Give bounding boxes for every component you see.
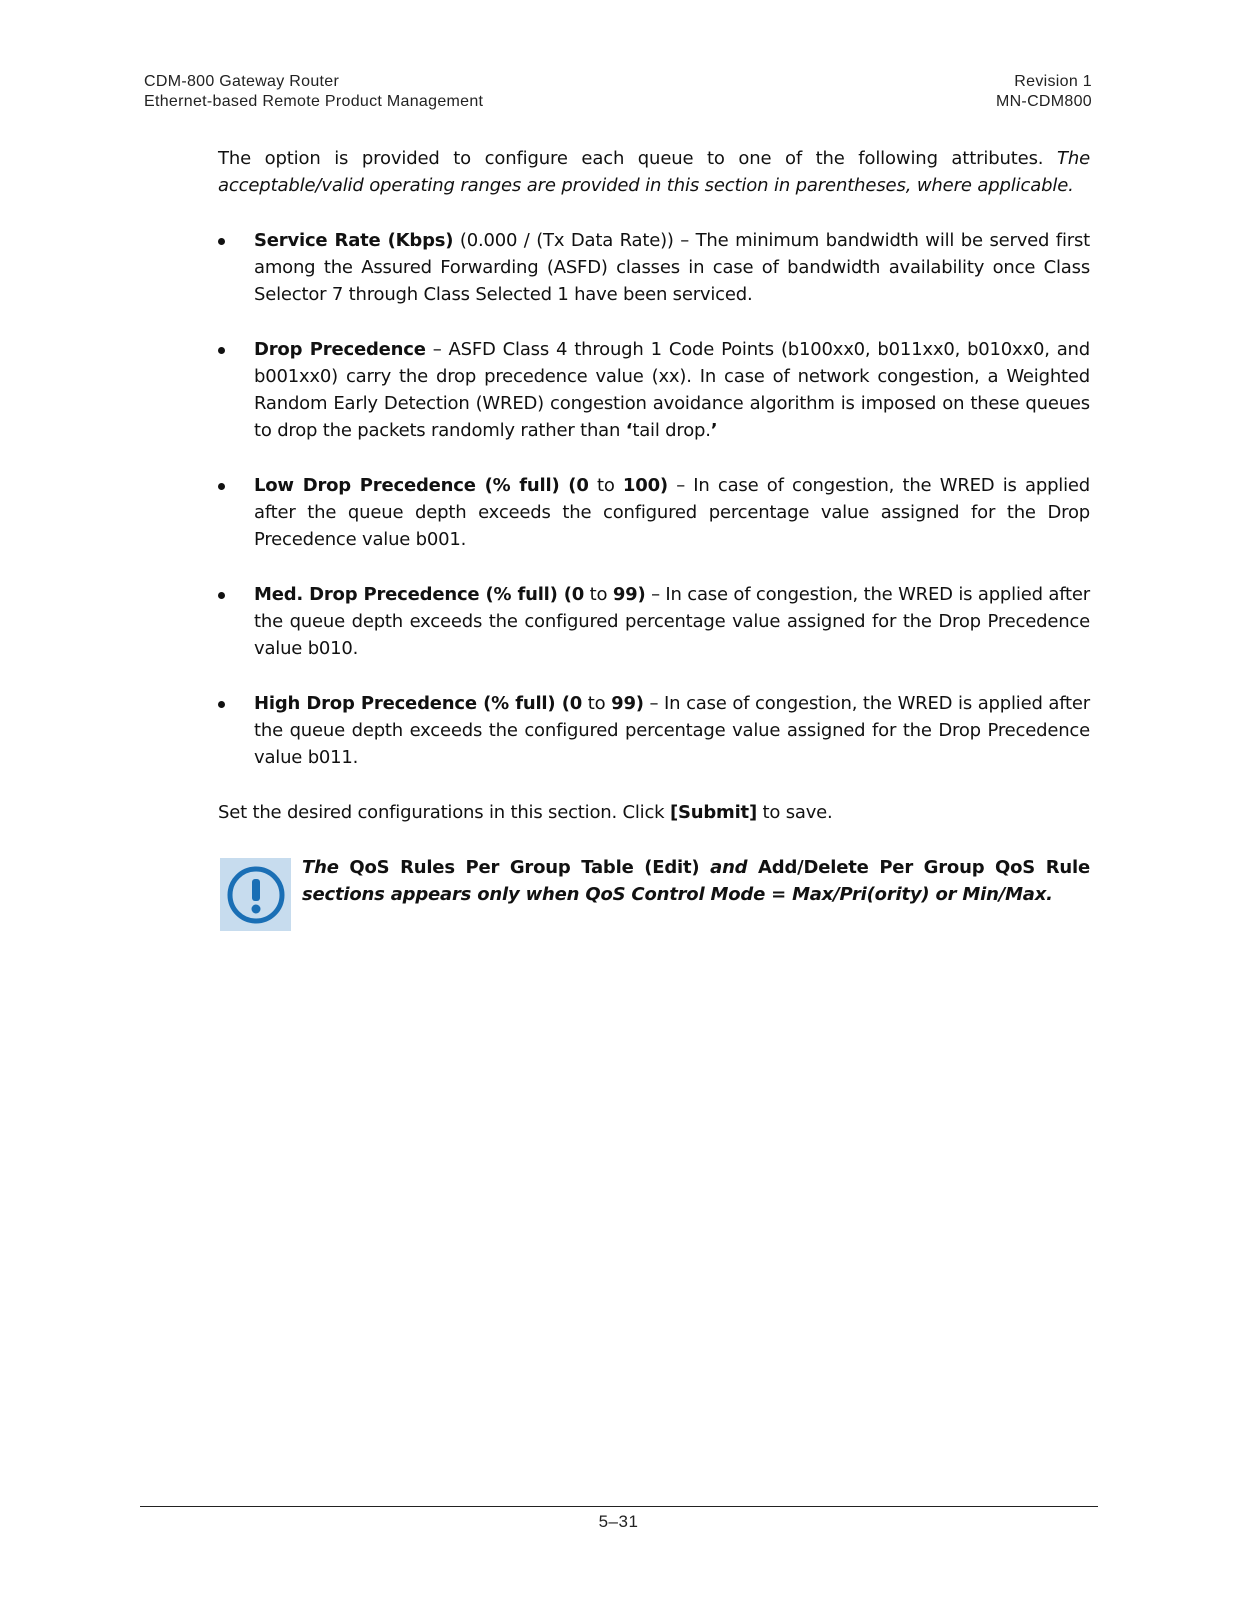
manual-title: CDM-800 Gateway Router — [144, 73, 340, 90]
important-note — [218, 854, 1090, 928]
footer-divider — [140, 1506, 1098, 1507]
attribute-term: Low Drop Precedence (% full) (0 — [254, 475, 589, 496]
range-max: 100) — [622, 475, 668, 496]
attribute-description: – The minimum bandwidth will be served first among the Assured Forwarding (ASFD) classes in case of bandwidth availability once Class Selector 7 through Class Selected 1 have been serviced. — [254, 230, 1090, 305]
closing-paragraph — [218, 799, 1090, 826]
note-text — [302, 854, 1090, 908]
page-number: 5–31 — [598, 1512, 639, 1531]
running-header-right — [996, 72, 1092, 112]
attribute-list — [218, 227, 1090, 771]
note-section-name: Add/Delete Per Group QoS Rule — [747, 857, 1090, 878]
list-item-high-drop-precedence — [218, 690, 1090, 771]
range-max: 99) — [611, 693, 644, 714]
quote-close: ’ — [710, 420, 718, 441]
closing-text: Set the desired configurations in this section. Click — [218, 802, 670, 823]
closing-text-end: to save. — [756, 802, 833, 823]
bullet-icon — [218, 483, 225, 490]
submit-button-reference: [Submit] — [669, 802, 757, 823]
attribute-range: (0.000 / (Tx Data Rate)) — [453, 230, 674, 251]
page-body — [218, 145, 1090, 928]
attribute-term: High Drop Precedence (% full) (0 — [254, 693, 583, 714]
quoted-term: tail drop. — [632, 420, 711, 441]
list-item-med-drop-precedence — [218, 581, 1090, 662]
range-separator: to — [584, 584, 613, 605]
running-header-left — [144, 72, 483, 112]
intro-paragraph — [218, 145, 1090, 199]
note-italic-1: The — [302, 857, 339, 878]
note-italic-2: and — [710, 857, 748, 878]
document-number: MN-CDM800 — [995, 93, 1092, 110]
bullet-icon — [218, 238, 225, 245]
list-item-drop-precedence — [218, 336, 1090, 444]
note-italic-3: sections appears only when QoS Control Mode = Max/Pri(ority) or Min/Max. — [302, 884, 1053, 905]
list-item-service-rate — [218, 227, 1090, 308]
attribute-term: Drop Precedence — [254, 339, 426, 360]
range-max: 99) — [612, 584, 646, 605]
bullet-icon — [218, 701, 225, 708]
intro-italic-note: The acceptable/valid operating ranges are provided in this section in parentheses, where applicable. — [218, 148, 1090, 196]
attribute-term: Service Rate (Kbps) — [254, 230, 454, 251]
attribute-description: – In case of congestion, the WRED is applied after the queue depth exceeds the configured percentage value assigned for the Drop Precedence value b001. — [254, 475, 1090, 550]
revision-label: Revision 1 — [1014, 73, 1092, 90]
attribute-description: – In case of congestion, the WRED is applied after the queue depth exceeds the configured percentage value assigned for the Drop Precedence value b010. — [254, 584, 1090, 659]
intro-text: The option is provided to configure each queue to one of the following attributes. — [218, 148, 1057, 169]
exclamation-circle-icon — [220, 858, 291, 931]
bullet-icon — [218, 592, 225, 599]
attribute-description: – ASFD Class 4 through 1 Code Points (b100xx0, b011xx0, b010xx0, and b001xx0) carry the drop precedence value (xx). In case of network congestion, a Weighted Random Early Detection (WRED) congestion avoidance algorithm is imposed on these queues to drop the packets randomly rather than — [254, 339, 1090, 441]
list-item-low-drop-precedence — [218, 472, 1090, 553]
range-separator: to — [588, 475, 623, 496]
quote-open: ‘ — [625, 420, 633, 441]
note-table-name: QoS Rules Per Group Table (Edit) — [338, 857, 711, 878]
attribute-description: – In case of congestion, the WRED is applied after the queue depth exceeds the configured percentage value assigned for the Drop Precedence value b011. — [254, 693, 1090, 768]
attribute-term: Med. Drop Precedence (% full) (0 — [254, 584, 585, 605]
range-separator: to — [582, 693, 612, 714]
chapter-title: Ethernet-based Remote Product Management — [144, 93, 484, 110]
bullet-icon — [218, 347, 225, 354]
